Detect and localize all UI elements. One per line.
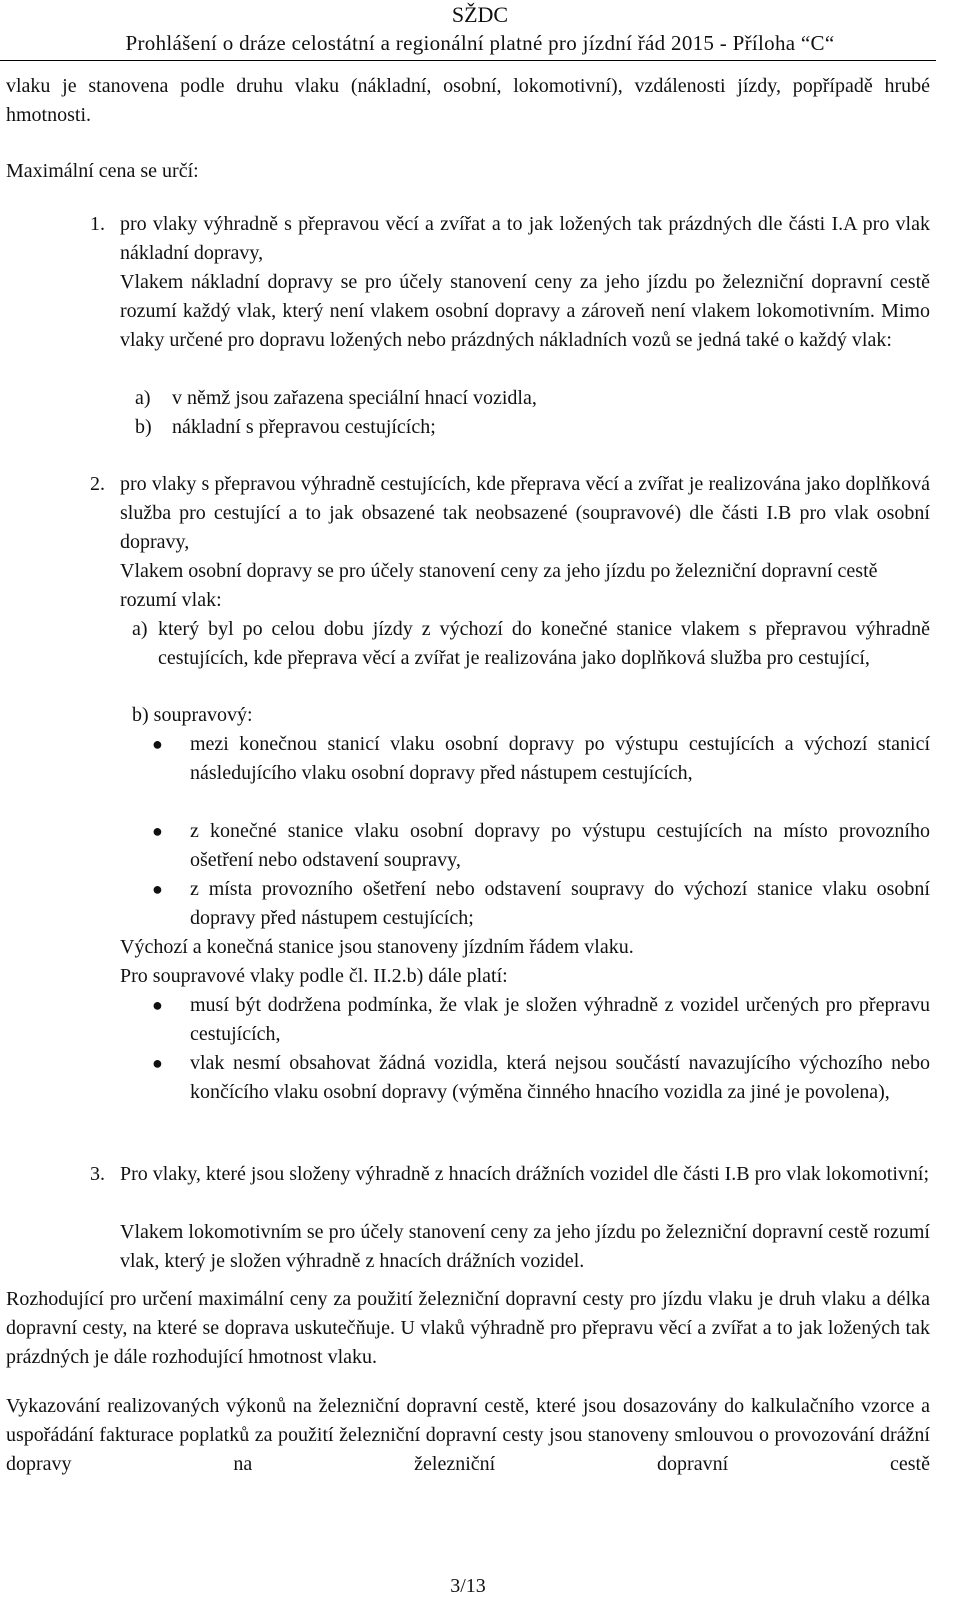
item-2-bullet-3: z místa provozního ošetření nebo odstavení soupravy do výchozí stanice vlaku osobní dopravy před nástupem cestujících; — [190, 878, 930, 929]
item-2-number: 2. — [90, 473, 105, 495]
item-2-heading: pro vlaky s přepravou výhradně cestujících, kde přeprava věcí a zvířat je realizována jako doplňková služba pro cestující a to jak obsazené tak neobsazené (soupravové) dle části I.B pro vlak osobní dopravy, — [120, 473, 930, 553]
paragraph-max-price: Maximální cena se určí: — [6, 160, 199, 182]
item-2-sub-a-label: a) — [132, 618, 148, 640]
bullet-icon: ● — [152, 995, 163, 1015]
item-2-bullet-2: z konečné stanice vlaku osobní dopravy po výstupu cestujících na místo provozního ošetření nebo odstavení soupravy, — [190, 820, 930, 871]
header-org: SŽDC — [451, 2, 509, 27]
paragraph-reporting: Vykazování realizovaných výkonů na železniční dopravní cestě, které jsou dosazovány do kalkulačního vzorce a uspořádání fakturace poplatků za použití železniční dopravní cesty jsou stanoveny smlouvou o provozování drážní dopravy na železniční dopravní cestě — [6, 1395, 930, 1475]
page-number: 3/13 — [450, 1575, 486, 1597]
bullet-icon: ● — [152, 734, 163, 754]
paragraph-decisive: Rozhodující pro určení maximální ceny za použití železniční dopravní cesty pro jízdu vlaku je druh vlaku a délka dopravní cesty, na které se doprava uskutečňuje. U vlaků výhradně pro přepravu věcí a zvířat a to jak ložených tak prázdných je dále rozhodující hmotnost vlaku. — [6, 1288, 930, 1368]
item-3-number: 3. — [90, 1163, 105, 1185]
item-1-sub-a: v němž jsou zařazena speciální hnací vozidla, — [172, 387, 537, 409]
item-2-rule-line: Pro soupravové vlaky podle čl. II.2.b) dále platí: — [120, 965, 508, 987]
item-2-rule-bullet-2: vlak nesmí obsahovat žádná vozidla, která nejsou součástí navazujícího výchozího nebo končícího vlaku osobní dopravy (výměna činného hnacího vozidla za jiné je povolena), — [190, 1052, 930, 1103]
item-3-definition: Vlakem lokomotivním se pro účely stanovení ceny za jeho jízdu po železniční dopravní cestě rozumí vlak, který je složen výhradně z hnacích drážních vozidel. — [120, 1221, 930, 1272]
item-3-heading: Pro vlaky, které jsou složeny výhradně z hnacích drážních vozidel dle části I.B pro vlak lokomotivní; — [120, 1163, 930, 1185]
item-1-sub-b-label: b) — [135, 416, 152, 438]
item-2-sub-b: b) soupravový: — [132, 704, 253, 726]
item-2-stations-line: Výchozí a konečná stanice jsou stanoveny jízdním řádem vlaku. — [120, 936, 634, 958]
item-1-definition: Vlakem nákladní dopravy se pro účely stanovení ceny za jeho jízdu po železniční dopravní cestě rozumí každý vlak, který není vlakem osobní dopravy a zároveň není vlakem lokomotivním. Mimo vlaky určené pro dopravu ložených nebo prázdných nákladních vozů se jedná také o každý vlak: — [120, 271, 930, 351]
item-2-sub-a: který byl po celou dobu jízdy z výchozí do konečné stanice vlakem s přepravou výhradně cestujících, kde přeprava věcí a zvířat je realizována jako doplňková služba pro cestující, — [158, 618, 930, 669]
item-2-definition: Vlakem osobní dopravy se pro účely stanovení ceny za jeho jízdu po železniční dopravní cestě rozumí vlak: — [120, 560, 878, 611]
item-1-sub-a-label: a) — [135, 387, 151, 409]
bullet-icon: ● — [152, 879, 163, 899]
bullet-icon: ● — [152, 821, 163, 841]
bullet-icon: ● — [152, 1053, 163, 1073]
item-1-sub-b: nákladní s přepravou cestujících; — [172, 416, 436, 438]
header-rule — [0, 60, 936, 61]
item-2-bullet-1: mezi konečnou stanicí vlaku osobní dopravy po výstupu cestujících a výchozí stanicí následujícího vlaku osobní dopravy před nástupem cestujících, — [190, 733, 930, 784]
item-1-number: 1. — [90, 213, 105, 235]
item-2-rule-bullet-1: musí být dodržena podmínka, že vlak je složen výhradně z vozidel určených pro přepravu cestujících, — [190, 994, 930, 1045]
header-subtitle: Prohlášení o dráze celostátní a regionální platné pro jízdní řád 2015 - Příloha “C“ — [125, 31, 835, 55]
item-1-heading: pro vlaky výhradně s přepravou věcí a zvířat a to jak ložených tak prázdných dle části I.A pro vlak nákladní dopravy, — [120, 213, 930, 264]
paragraph-intro: vlaku je stanovena podle druhu vlaku (nákladní, osobní, lokomotivní), vzdálenosti jízdy, popřípadě hrubé hmotnosti. — [6, 75, 930, 126]
